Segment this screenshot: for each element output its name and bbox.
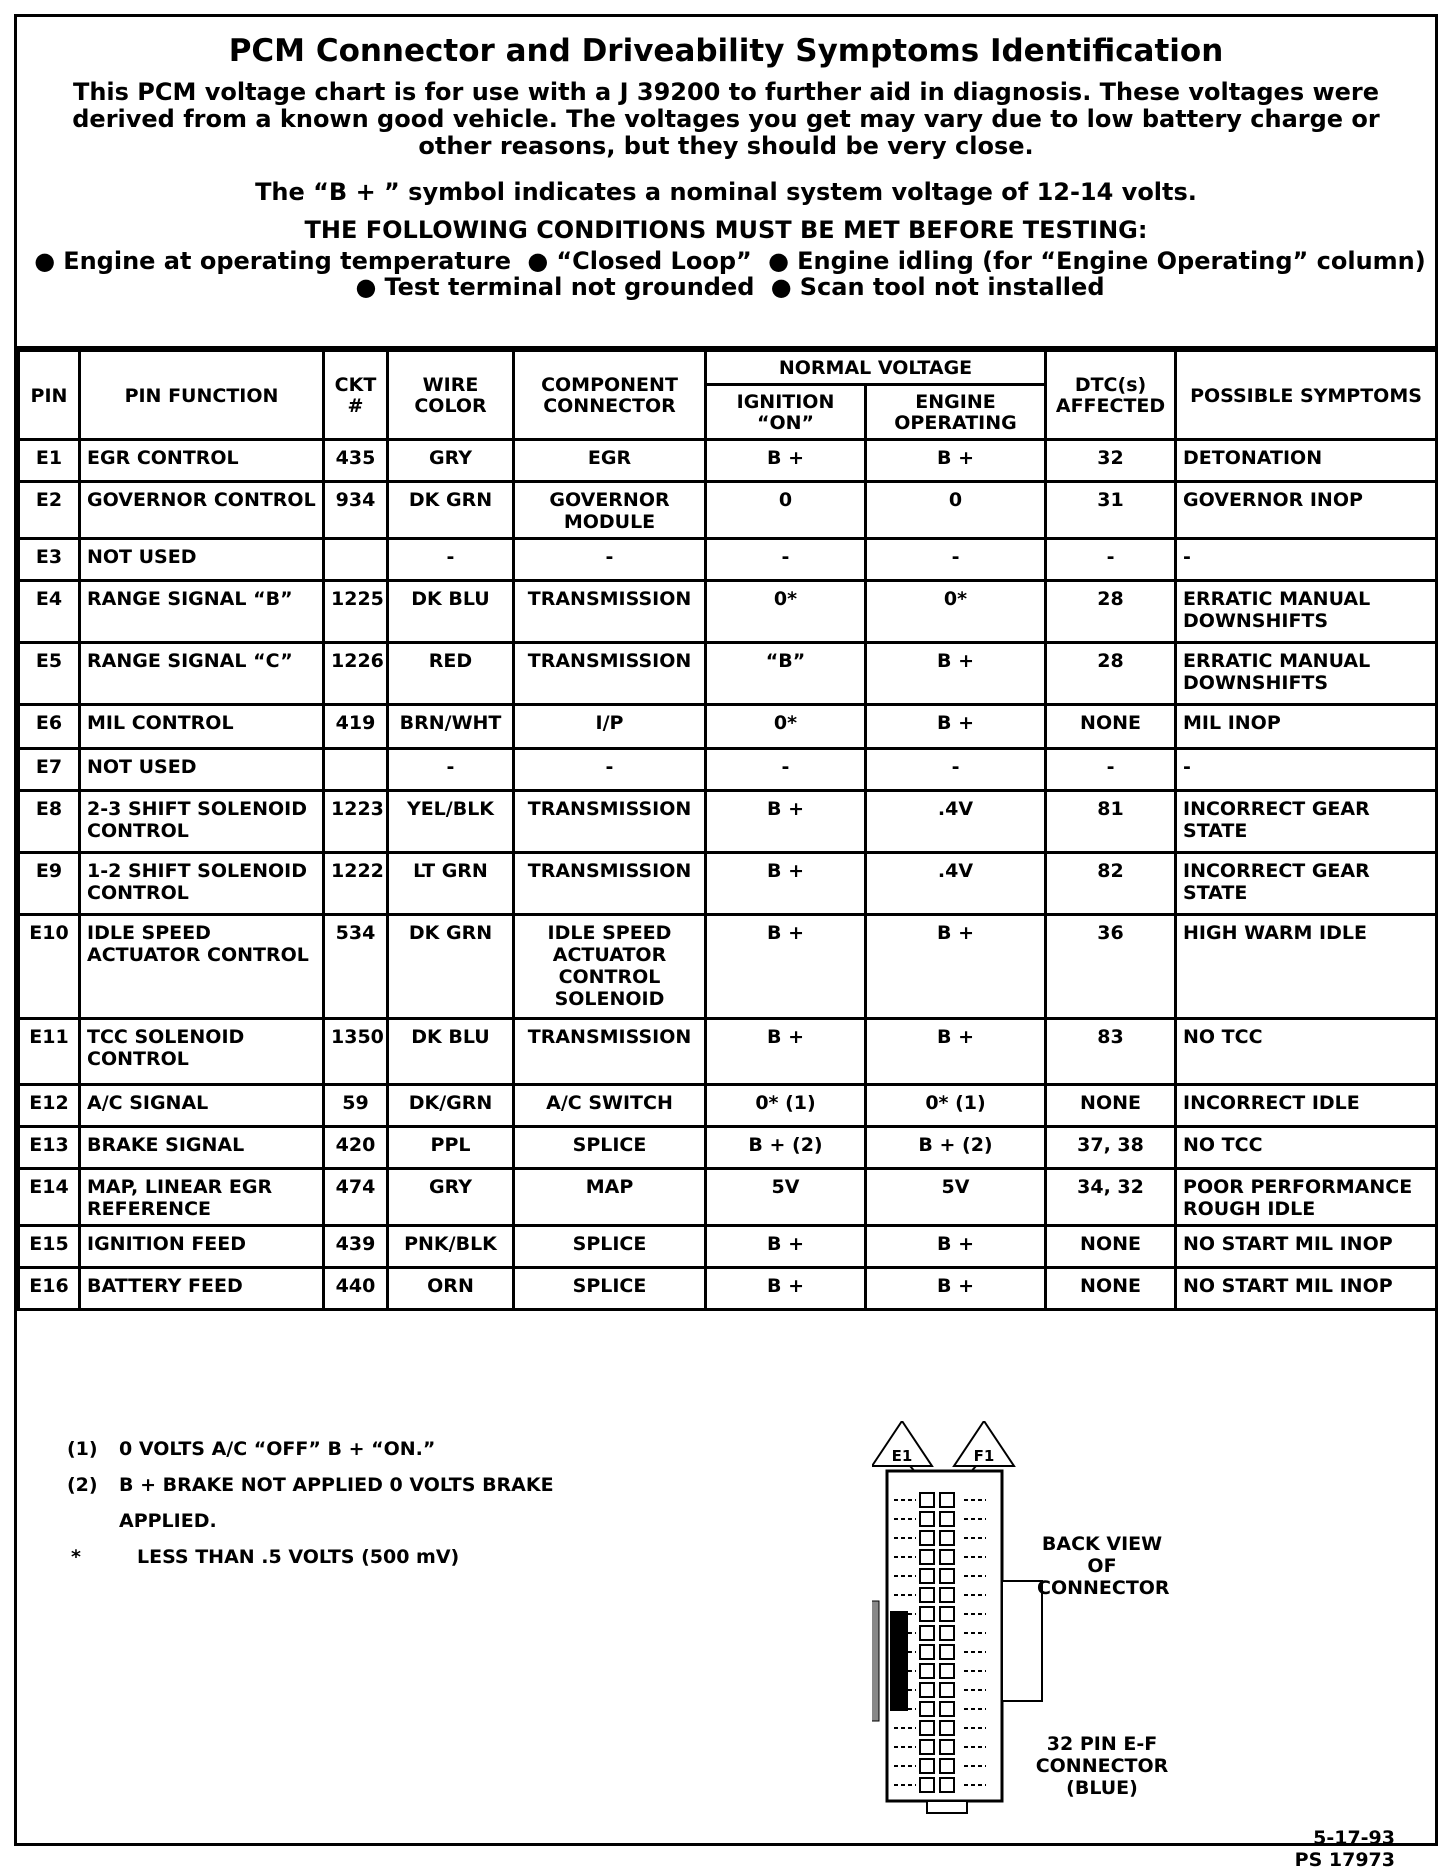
wire-color-cell: - [388, 749, 514, 791]
engine-operating-cell: 5V [866, 1169, 1046, 1226]
connector-pin-cavity [940, 1664, 954, 1678]
bullet-icon: ● [770, 273, 792, 301]
engine-operating-cell: B + [866, 1226, 1046, 1268]
ignition-on-cell: - [706, 749, 866, 791]
ckt-cell: 934 [324, 482, 388, 539]
symptoms-cell: HIGH WARM IDLE [1176, 915, 1437, 1019]
component-cell: I/P [514, 705, 706, 749]
component-cell: TRANSMISSION [514, 643, 706, 705]
ckt-cell [324, 539, 388, 581]
dtc-cell: 82 [1046, 853, 1176, 915]
header-wire-color: WIRE COLOR [388, 351, 514, 440]
conditions-list [17, 248, 1435, 300]
connector-pin-cavity [920, 1607, 934, 1621]
ckt-cell: 1222 [324, 853, 388, 915]
pin-cell: E16 [19, 1268, 80, 1310]
ignition-on-cell: B + [706, 915, 866, 1019]
connector-pin-cavity [940, 1493, 954, 1507]
wire-color-cell: YEL/BLK [388, 791, 514, 853]
notes-list [67, 1431, 554, 1575]
dtc-cell: 31 [1046, 482, 1176, 539]
component-cell: TRANSMISSION [514, 1019, 706, 1085]
header-component-connector: COMPONENT CONNECTOR [514, 351, 706, 440]
ignition-on-cell: 0* [706, 581, 866, 643]
dtc-cell: 81 [1046, 791, 1176, 853]
engine-operating-cell: B + [866, 915, 1046, 1019]
document-title: PCM Connector and Driveability Symptoms Identification [228, 33, 1224, 69]
header-symptoms: POSSIBLE SYMPTOMS [1176, 351, 1437, 440]
symptoms-cell: DETONATION [1176, 440, 1437, 482]
function-cell: 1-2 SHIFT SOLENOID CONTROL [80, 853, 324, 915]
component-cell: SPLICE [514, 1268, 706, 1310]
component-cell: SPLICE [514, 1226, 706, 1268]
ignition-on-cell: “B” [706, 643, 866, 705]
connector-pin-cavity [920, 1664, 934, 1678]
wire-color-cell: RED [388, 643, 514, 705]
dtc-cell: NONE [1046, 1085, 1176, 1127]
connector-pin-cavity [920, 1512, 934, 1526]
table-row [19, 440, 1437, 482]
pin-cell: E12 [19, 1085, 80, 1127]
table-row [19, 915, 1437, 1019]
condition-item: Scan tool not installed [799, 273, 1105, 301]
note-item: APPLIED. [119, 1510, 217, 1532]
pin-cell: E2 [19, 482, 80, 539]
symptoms-cell: NO TCC [1176, 1127, 1437, 1169]
connector-pin-cavity [920, 1759, 934, 1773]
condition-item: “Closed Loop” [556, 247, 752, 275]
engine-operating-cell: B + [866, 1019, 1046, 1085]
function-cell: RANGE SIGNAL “B” [80, 581, 324, 643]
ignition-on-cell: B + [706, 1268, 866, 1310]
table-row [19, 791, 1437, 853]
connector-pin-cavity [940, 1512, 954, 1526]
condition-item: Engine idling (for “Engine Operating” column) [797, 247, 1426, 275]
ckt-cell: 439 [324, 1226, 388, 1268]
symptoms-cell: GOVERNOR INOP [1176, 482, 1437, 539]
connector-pin-cavity [940, 1778, 954, 1792]
ckt-cell: 1223 [324, 791, 388, 853]
function-cell: A/C SIGNAL [80, 1085, 324, 1127]
document-footer [17, 1371, 1435, 1871]
engine-operating-cell: 0 [866, 482, 1046, 539]
header-pin: PIN [19, 351, 80, 440]
function-cell: NOT USED [80, 539, 324, 581]
ignition-on-cell: 0 [706, 482, 866, 539]
connector-pin-cavity [940, 1759, 954, 1773]
ckt-cell: 1225 [324, 581, 388, 643]
symptoms-cell: NO START MIL INOP [1176, 1268, 1437, 1310]
ignition-on-cell: 0* [706, 705, 866, 749]
function-cell: BRAKE SIGNAL [80, 1127, 324, 1169]
connector-pin-cavity [940, 1531, 954, 1545]
ignition-on-cell: 0* (1) [706, 1085, 866, 1127]
dtc-cell: - [1046, 539, 1176, 581]
pin-cell: E4 [19, 581, 80, 643]
table-row [19, 581, 1437, 643]
document-date: 5-17-93 PS 17973 [1294, 1827, 1395, 1871]
component-cell: - [514, 539, 706, 581]
connector-pin-cavity [940, 1683, 954, 1697]
function-cell: MIL CONTROL [80, 705, 324, 749]
wire-color-cell: DK/GRN [388, 1085, 514, 1127]
symptoms-cell: NO START MIL INOP [1176, 1226, 1437, 1268]
dtc-cell: 34, 32 [1046, 1169, 1176, 1226]
function-cell: EGR CONTROL [80, 440, 324, 482]
dtc-cell: 36 [1046, 915, 1176, 1019]
connector-lock [890, 1611, 908, 1711]
engine-operating-cell: B + [866, 643, 1046, 705]
symptoms-cell: POOR PERFORMANCE ROUGH IDLE [1176, 1169, 1437, 1226]
table-row [19, 853, 1437, 915]
symptoms-cell: INCORRECT GEAR STATE [1176, 853, 1437, 915]
dtc-cell: 83 [1046, 1019, 1176, 1085]
ckt-cell: 1350 [324, 1019, 388, 1085]
connector-pin-cavity [920, 1740, 934, 1754]
connector-pin-cavity [940, 1550, 954, 1564]
connector-pin-cavity [920, 1493, 934, 1507]
function-cell: GOVERNOR CONTROL [80, 482, 324, 539]
component-cell: TRANSMISSION [514, 853, 706, 915]
symptoms-cell: MIL INOP [1176, 705, 1437, 749]
dtc-cell: - [1046, 749, 1176, 791]
dtc-cell: 32 [1046, 440, 1176, 482]
table-row [19, 539, 1437, 581]
wire-color-cell: ORN [388, 1268, 514, 1310]
pin-cell: E13 [19, 1127, 80, 1169]
connector-pin-cavity [920, 1778, 934, 1792]
symptoms-cell: INCORRECT IDLE [1176, 1085, 1437, 1127]
wire-color-cell: PPL [388, 1127, 514, 1169]
pin-cell: E10 [19, 915, 80, 1019]
table-row [19, 1085, 1437, 1127]
connector-pin-cavity [920, 1588, 934, 1602]
function-cell: BATTERY FEED [80, 1268, 324, 1310]
connector-pin-cavity [920, 1645, 934, 1659]
wire-color-cell: GRY [388, 1169, 514, 1226]
engine-operating-cell: 0* [866, 581, 1046, 643]
symptoms-cell: ERRATIC MANUAL DOWNSHIFTS [1176, 643, 1437, 705]
engine-operating-cell: - [866, 539, 1046, 581]
table-row [19, 643, 1437, 705]
pin-cell: E14 [19, 1169, 80, 1226]
connector-pin-cavity [920, 1550, 934, 1564]
wire-color-cell: DK GRN [388, 482, 514, 539]
table-body [19, 440, 1437, 1310]
ignition-on-cell: B + [706, 853, 866, 915]
symptoms-cell: INCORRECT GEAR STATE [1176, 791, 1437, 853]
note-item: (1) 0 VOLTS A/C “OFF” B + “ON.” [67, 1438, 436, 1460]
ignition-on-cell: - [706, 539, 866, 581]
ckt-cell: 440 [324, 1268, 388, 1310]
connector-pin-cavity [940, 1740, 954, 1754]
pin-cell: E7 [19, 749, 80, 791]
function-cell: IGNITION FEED [80, 1226, 324, 1268]
connector-pin-cavity [920, 1626, 934, 1640]
table-row [19, 705, 1437, 749]
pin-type-label: 32 PIN E-F CONNECTOR (BLUE) [1035, 1733, 1169, 1799]
header-ignition-on: IGNITION “ON” [706, 385, 866, 440]
document-frame [14, 14, 1438, 1871]
ignition-on-cell: B + [706, 1226, 866, 1268]
ckt-cell: 419 [324, 705, 388, 749]
component-cell: TRANSMISSION [514, 581, 706, 643]
pin-cell: E6 [19, 705, 80, 749]
wire-color-cell: BRN/WHT [388, 705, 514, 749]
symptoms-cell: NO TCC [1176, 1019, 1437, 1085]
pin-cell: E15 [19, 1226, 80, 1268]
engine-operating-cell: B + [866, 705, 1046, 749]
engine-operating-cell: B + (2) [866, 1127, 1046, 1169]
wire-color-cell: - [388, 539, 514, 581]
component-cell: IDLE SPEED ACTUATOR CONTROL SOLENOID [514, 915, 706, 1019]
function-cell: MAP, LINEAR EGR REFERENCE [80, 1169, 324, 1226]
ignition-on-cell: B + [706, 1019, 866, 1085]
table-row [19, 1169, 1437, 1226]
header-dtc: DTC(s) AFFECTED [1046, 351, 1176, 440]
ckt-cell: 534 [324, 915, 388, 1019]
connector-clip [872, 1601, 879, 1721]
ckt-cell: 1226 [324, 643, 388, 705]
condition-item: Engine at operating temperature [63, 247, 512, 275]
bullet-icon: ● [34, 247, 56, 275]
wire-color-cell: DK GRN [388, 915, 514, 1019]
wire-color-cell: DK BLU [388, 1019, 514, 1085]
dtc-cell: 28 [1046, 643, 1176, 705]
note-item: (2) B + BRAKE NOT APPLIED 0 VOLTS BRAKE [67, 1474, 554, 1496]
function-cell: RANGE SIGNAL “C” [80, 643, 324, 705]
ckt-cell: 435 [324, 440, 388, 482]
dtc-cell: NONE [1046, 1226, 1176, 1268]
ignition-on-cell: B + [706, 440, 866, 482]
table-row [19, 1127, 1437, 1169]
table-row [19, 1268, 1437, 1310]
engine-operating-cell: B + [866, 440, 1046, 482]
pcm-voltage-table [17, 349, 1438, 1311]
e1-label: E1 [891, 1447, 913, 1465]
table-row [19, 1019, 1437, 1085]
pin-cell: E3 [19, 539, 80, 581]
header-ckt: CKT # [324, 351, 388, 440]
header-normal-voltage: NORMAL VOLTAGE [706, 351, 1046, 385]
connector-pin-cavity [940, 1702, 954, 1716]
bullet-icon: ● [355, 273, 377, 301]
connector-pin-cavity [940, 1607, 954, 1621]
f1-label: F1 [973, 1447, 995, 1465]
function-cell: NOT USED [80, 749, 324, 791]
ckt-cell [324, 749, 388, 791]
pin-cell: E5 [19, 643, 80, 705]
connector-pin-cavity [920, 1721, 934, 1735]
bplus-note: The “B + ” symbol indicates a nominal system voltage of 12-14 volts. [255, 178, 1197, 206]
table-row [19, 1226, 1437, 1268]
table-row [19, 749, 1437, 791]
function-cell: TCC SOLENOID CONTROL [80, 1019, 324, 1085]
conditions-heading: THE FOLLOWING CONDITIONS MUST BE MET BEFORE TESTING: [304, 216, 1148, 244]
symptoms-cell: - [1176, 539, 1437, 581]
connector-diagram [872, 1421, 1192, 1821]
dtc-cell: 37, 38 [1046, 1127, 1176, 1169]
component-cell: A/C SWITCH [514, 1085, 706, 1127]
engine-operating-cell: B + [866, 1268, 1046, 1310]
pin-cell: E8 [19, 791, 80, 853]
component-cell: - [514, 749, 706, 791]
bullet-icon: ● [768, 247, 790, 275]
header-engine-operating: ENGINE OPERATING [866, 385, 1046, 440]
function-cell: 2-3 SHIFT SOLENOID CONTROL [80, 791, 324, 853]
engine-operating-cell: 0* (1) [866, 1085, 1046, 1127]
connector-pin-cavity [920, 1683, 934, 1697]
symptoms-cell: ERRATIC MANUAL DOWNSHIFTS [1176, 581, 1437, 643]
connector-pin-cavity [940, 1645, 954, 1659]
component-cell: MAP [514, 1169, 706, 1226]
bullet-icon: ● [527, 247, 549, 275]
pin-cell: E9 [19, 853, 80, 915]
ignition-on-cell: B + [706, 791, 866, 853]
connector-pin-cavity [940, 1588, 954, 1602]
engine-operating-cell: - [866, 749, 1046, 791]
condition-item: Test terminal not grounded [384, 273, 755, 301]
document-header [17, 17, 1435, 349]
ignition-on-cell: 5V [706, 1169, 866, 1226]
connector-pin-cavity [920, 1531, 934, 1545]
pin-cell: E1 [19, 440, 80, 482]
symptoms-cell: - [1176, 749, 1437, 791]
wire-color-cell: LT GRN [388, 853, 514, 915]
dtc-cell: NONE [1046, 705, 1176, 749]
table-row [19, 482, 1437, 539]
connector-pin-cavity [940, 1626, 954, 1640]
wire-color-cell: PNK/BLK [388, 1226, 514, 1268]
back-view-label: BACK VIEW OF CONNECTOR [1037, 1533, 1170, 1599]
note-item: * LESS THAN .5 VOLTS (500 mV) [71, 1546, 460, 1568]
connector-pin-cavity [920, 1569, 934, 1583]
function-cell: IDLE SPEED ACTUATOR CONTROL [80, 915, 324, 1019]
component-cell: GOVERNOR MODULE [514, 482, 706, 539]
pin-cell: E11 [19, 1019, 80, 1085]
connector-pin-cavity [940, 1569, 954, 1583]
ignition-on-cell: B + (2) [706, 1127, 866, 1169]
dtc-cell: 28 [1046, 581, 1176, 643]
component-cell: SPLICE [514, 1127, 706, 1169]
component-cell: EGR [514, 440, 706, 482]
component-cell: TRANSMISSION [514, 791, 706, 853]
wire-color-cell: GRY [388, 440, 514, 482]
ckt-cell: 420 [324, 1127, 388, 1169]
ckt-cell: 59 [324, 1085, 388, 1127]
dtc-cell: NONE [1046, 1268, 1176, 1310]
connector-pin-cavity [940, 1721, 954, 1735]
engine-operating-cell: .4V [866, 853, 1046, 915]
connector-pin-cavity [920, 1702, 934, 1716]
wire-color-cell: DK BLU [388, 581, 514, 643]
header-pin-function: PIN FUNCTION [80, 351, 324, 440]
intro-text: This PCM voltage chart is for use with a J 39200 to further aid in diagnosis. These voltages were derived from a known good vehicle. The voltages you get may vary due to low battery charge or other reasons, but they should be very close. [72, 78, 1380, 160]
ckt-cell: 474 [324, 1169, 388, 1226]
connector-latch [1002, 1581, 1042, 1701]
engine-operating-cell: .4V [866, 791, 1046, 853]
